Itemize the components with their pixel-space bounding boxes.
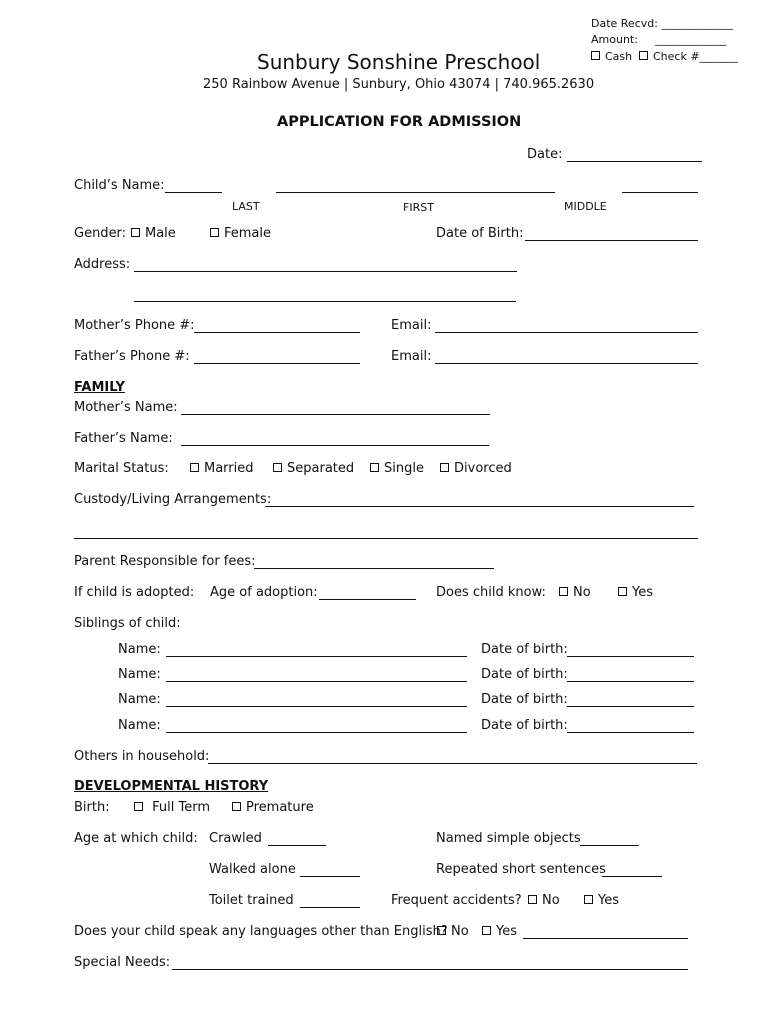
siblings-label: Siblings of child: [74, 616, 181, 631]
languages-label: Does your child speak any languages other than English? [74, 924, 448, 939]
toilet-trained-label: Toilet trained [209, 893, 294, 908]
sibling-dob-label: Date of birth: [481, 692, 568, 707]
sibling-dob-field[interactable] [567, 706, 694, 707]
no-label: No [573, 585, 591, 600]
mothers-email-label: Email: [391, 318, 432, 333]
mothers-name-label: Mother’s Name: [74, 400, 178, 415]
separated-option[interactable] [273, 461, 354, 476]
single-label: Single [384, 461, 424, 476]
checkbox-icon[interactable] [370, 463, 379, 472]
check-label: Check #_______ [653, 50, 739, 63]
male-option[interactable] [131, 226, 176, 241]
repeated-sentences-field[interactable] [602, 876, 662, 877]
checkbox-icon[interactable] [591, 51, 600, 60]
checkbox-icon[interactable] [190, 463, 199, 472]
form-title: APPLICATION FOR ADMISSION [277, 114, 522, 130]
sibling-name-field[interactable] [166, 681, 467, 682]
fathers-phone-field[interactable] [194, 363, 360, 364]
accidents-no[interactable] [528, 893, 560, 908]
sibling-dob-field[interactable] [567, 656, 694, 657]
amount-line: _____________ [655, 33, 727, 46]
middle-caption: MIDDLE [564, 200, 607, 213]
full-term-option[interactable] [134, 800, 210, 815]
single-option[interactable] [370, 461, 424, 476]
fathers-email-label: Email: [391, 349, 432, 364]
special-needs-field[interactable] [172, 969, 688, 970]
custody-label: Custody/Living Arrangements: [74, 492, 272, 507]
others-household-field[interactable] [208, 763, 697, 764]
cash-option[interactable] [591, 50, 632, 63]
checkbox-icon[interactable] [232, 802, 241, 811]
checkbox-icon[interactable] [134, 802, 143, 811]
checkbox-icon[interactable] [273, 463, 282, 472]
childs-name-label: Child’s Name: [74, 178, 165, 193]
school-name: Sunbury Sonshine Preschool [257, 50, 541, 74]
premature-label: Premature [246, 800, 314, 815]
custody-field-1[interactable] [265, 506, 694, 507]
mothers-name-field[interactable] [181, 414, 490, 415]
fathers-phone-label: Father’s Phone #: [74, 349, 190, 364]
middle-name-field[interactable] [622, 192, 698, 193]
checkbox-icon[interactable] [440, 463, 449, 472]
yes-label: Yes [632, 585, 653, 600]
married-option[interactable] [190, 461, 254, 476]
sibling-name-label: Name: [118, 718, 161, 733]
developmental-heading: DEVELOPMENTAL HISTORY [74, 779, 269, 794]
age-adoption-label: Age of adoption: [210, 585, 318, 600]
marital-status-label: Marital Status: [74, 461, 169, 476]
amount-label: Amount: [591, 33, 638, 46]
sibling-name-label: Name: [118, 667, 161, 682]
checkbox-icon[interactable] [618, 587, 627, 596]
sibling-name-field[interactable] [166, 656, 467, 657]
school-address: 250 Rainbow Avenue | Sunbury, Ohio 43074 | 740.965.2630 [203, 77, 595, 92]
dob-label: Date of Birth: [436, 226, 524, 241]
dob-field[interactable] [525, 240, 698, 241]
date-label: Date: [527, 147, 563, 162]
gender-label: Gender: [74, 226, 127, 241]
sibling-dob-label: Date of birth: [481, 718, 568, 733]
first-name-field[interactable] [276, 192, 555, 193]
date-received-label: Date Recvd: _____________ [591, 17, 733, 30]
fathers-name-field[interactable] [181, 445, 489, 446]
adopted-label: If child is adopted: [74, 585, 195, 600]
checkbox-icon[interactable] [131, 228, 140, 237]
checkbox-icon[interactable] [482, 926, 491, 935]
first-caption: FIRST [403, 201, 434, 214]
languages-no[interactable] [437, 924, 469, 939]
yes-label: Yes [598, 893, 619, 908]
mothers-phone-field[interactable] [194, 332, 360, 333]
no-label: No [542, 893, 560, 908]
premature-option[interactable] [232, 800, 314, 815]
full-term-label: Full Term [152, 800, 211, 815]
sibling-dob-field[interactable] [567, 681, 694, 682]
age-adoption-field[interactable] [319, 599, 416, 600]
mothers-phone-label: Mother’s Phone #: [74, 318, 195, 333]
named-objects-label: Named simple objects [436, 831, 581, 846]
no-label: No [451, 924, 469, 939]
accidents-label: Frequent accidents? [391, 893, 522, 908]
child-know-label: Does child know: [436, 585, 546, 600]
parent-fees-field[interactable] [254, 568, 494, 569]
fathers-email-field[interactable] [435, 363, 698, 364]
sibling-name-field[interactable] [166, 706, 467, 707]
last-caption: LAST [232, 200, 260, 213]
crawled-label: Crawled [209, 831, 262, 846]
named-objects-field[interactable] [580, 845, 639, 846]
last-name-field[interactable] [165, 192, 222, 193]
child-know-yes[interactable] [618, 585, 653, 600]
repeated-sentences-label: Repeated short sentences [436, 862, 606, 877]
divorced-label: Divorced [454, 461, 512, 476]
check-option[interactable] [639, 50, 738, 63]
birth-label: Birth: [74, 800, 110, 815]
parent-fees-label: Parent Responsible for fees: [74, 554, 256, 569]
walked-label: Walked alone [209, 862, 296, 877]
sibling-name-label: Name: [118, 642, 161, 657]
checkbox-icon[interactable] [559, 587, 568, 596]
female-label: Female [224, 226, 272, 241]
sibling-name-label: Name: [118, 692, 161, 707]
sibling-dob-field[interactable] [567, 732, 694, 733]
crawled-field[interactable] [268, 845, 326, 846]
female-option[interactable] [210, 226, 271, 241]
address-label: Address: [74, 257, 131, 272]
male-label: Male [145, 226, 176, 241]
custody-field-2[interactable] [74, 538, 698, 539]
checkbox-icon[interactable] [437, 926, 446, 935]
accidents-yes[interactable] [584, 893, 619, 908]
separated-label: Separated [287, 461, 355, 476]
others-household-label: Others in household: [74, 749, 210, 764]
sibling-dob-label: Date of birth: [481, 667, 568, 682]
date-field[interactable] [567, 161, 702, 162]
age-at-label: Age at which child: [74, 831, 198, 846]
address-field-2[interactable] [134, 301, 516, 302]
sibling-dob-label: Date of birth: [481, 642, 568, 657]
child-know-no[interactable] [559, 585, 591, 600]
languages-yes[interactable] [482, 924, 517, 939]
walked-field[interactable] [300, 876, 360, 877]
cash-label: Cash [605, 50, 633, 63]
address-field-1[interactable] [134, 271, 517, 272]
checkbox-icon[interactable] [639, 51, 648, 60]
sibling-name-field[interactable] [166, 732, 467, 733]
languages-field[interactable] [523, 938, 688, 939]
mothers-email-field[interactable] [435, 332, 698, 333]
checkbox-icon[interactable] [528, 895, 537, 904]
family-heading: FAMILY [74, 380, 125, 395]
yes-label: Yes [496, 924, 517, 939]
fathers-name-label: Father’s Name: [74, 431, 173, 446]
special-needs-label: Special Needs: [74, 955, 171, 970]
checkbox-icon[interactable] [584, 895, 593, 904]
divorced-option[interactable] [440, 461, 512, 476]
toilet-trained-field[interactable] [300, 907, 360, 908]
married-label: Married [204, 461, 254, 476]
checkbox-icon[interactable] [210, 228, 219, 237]
